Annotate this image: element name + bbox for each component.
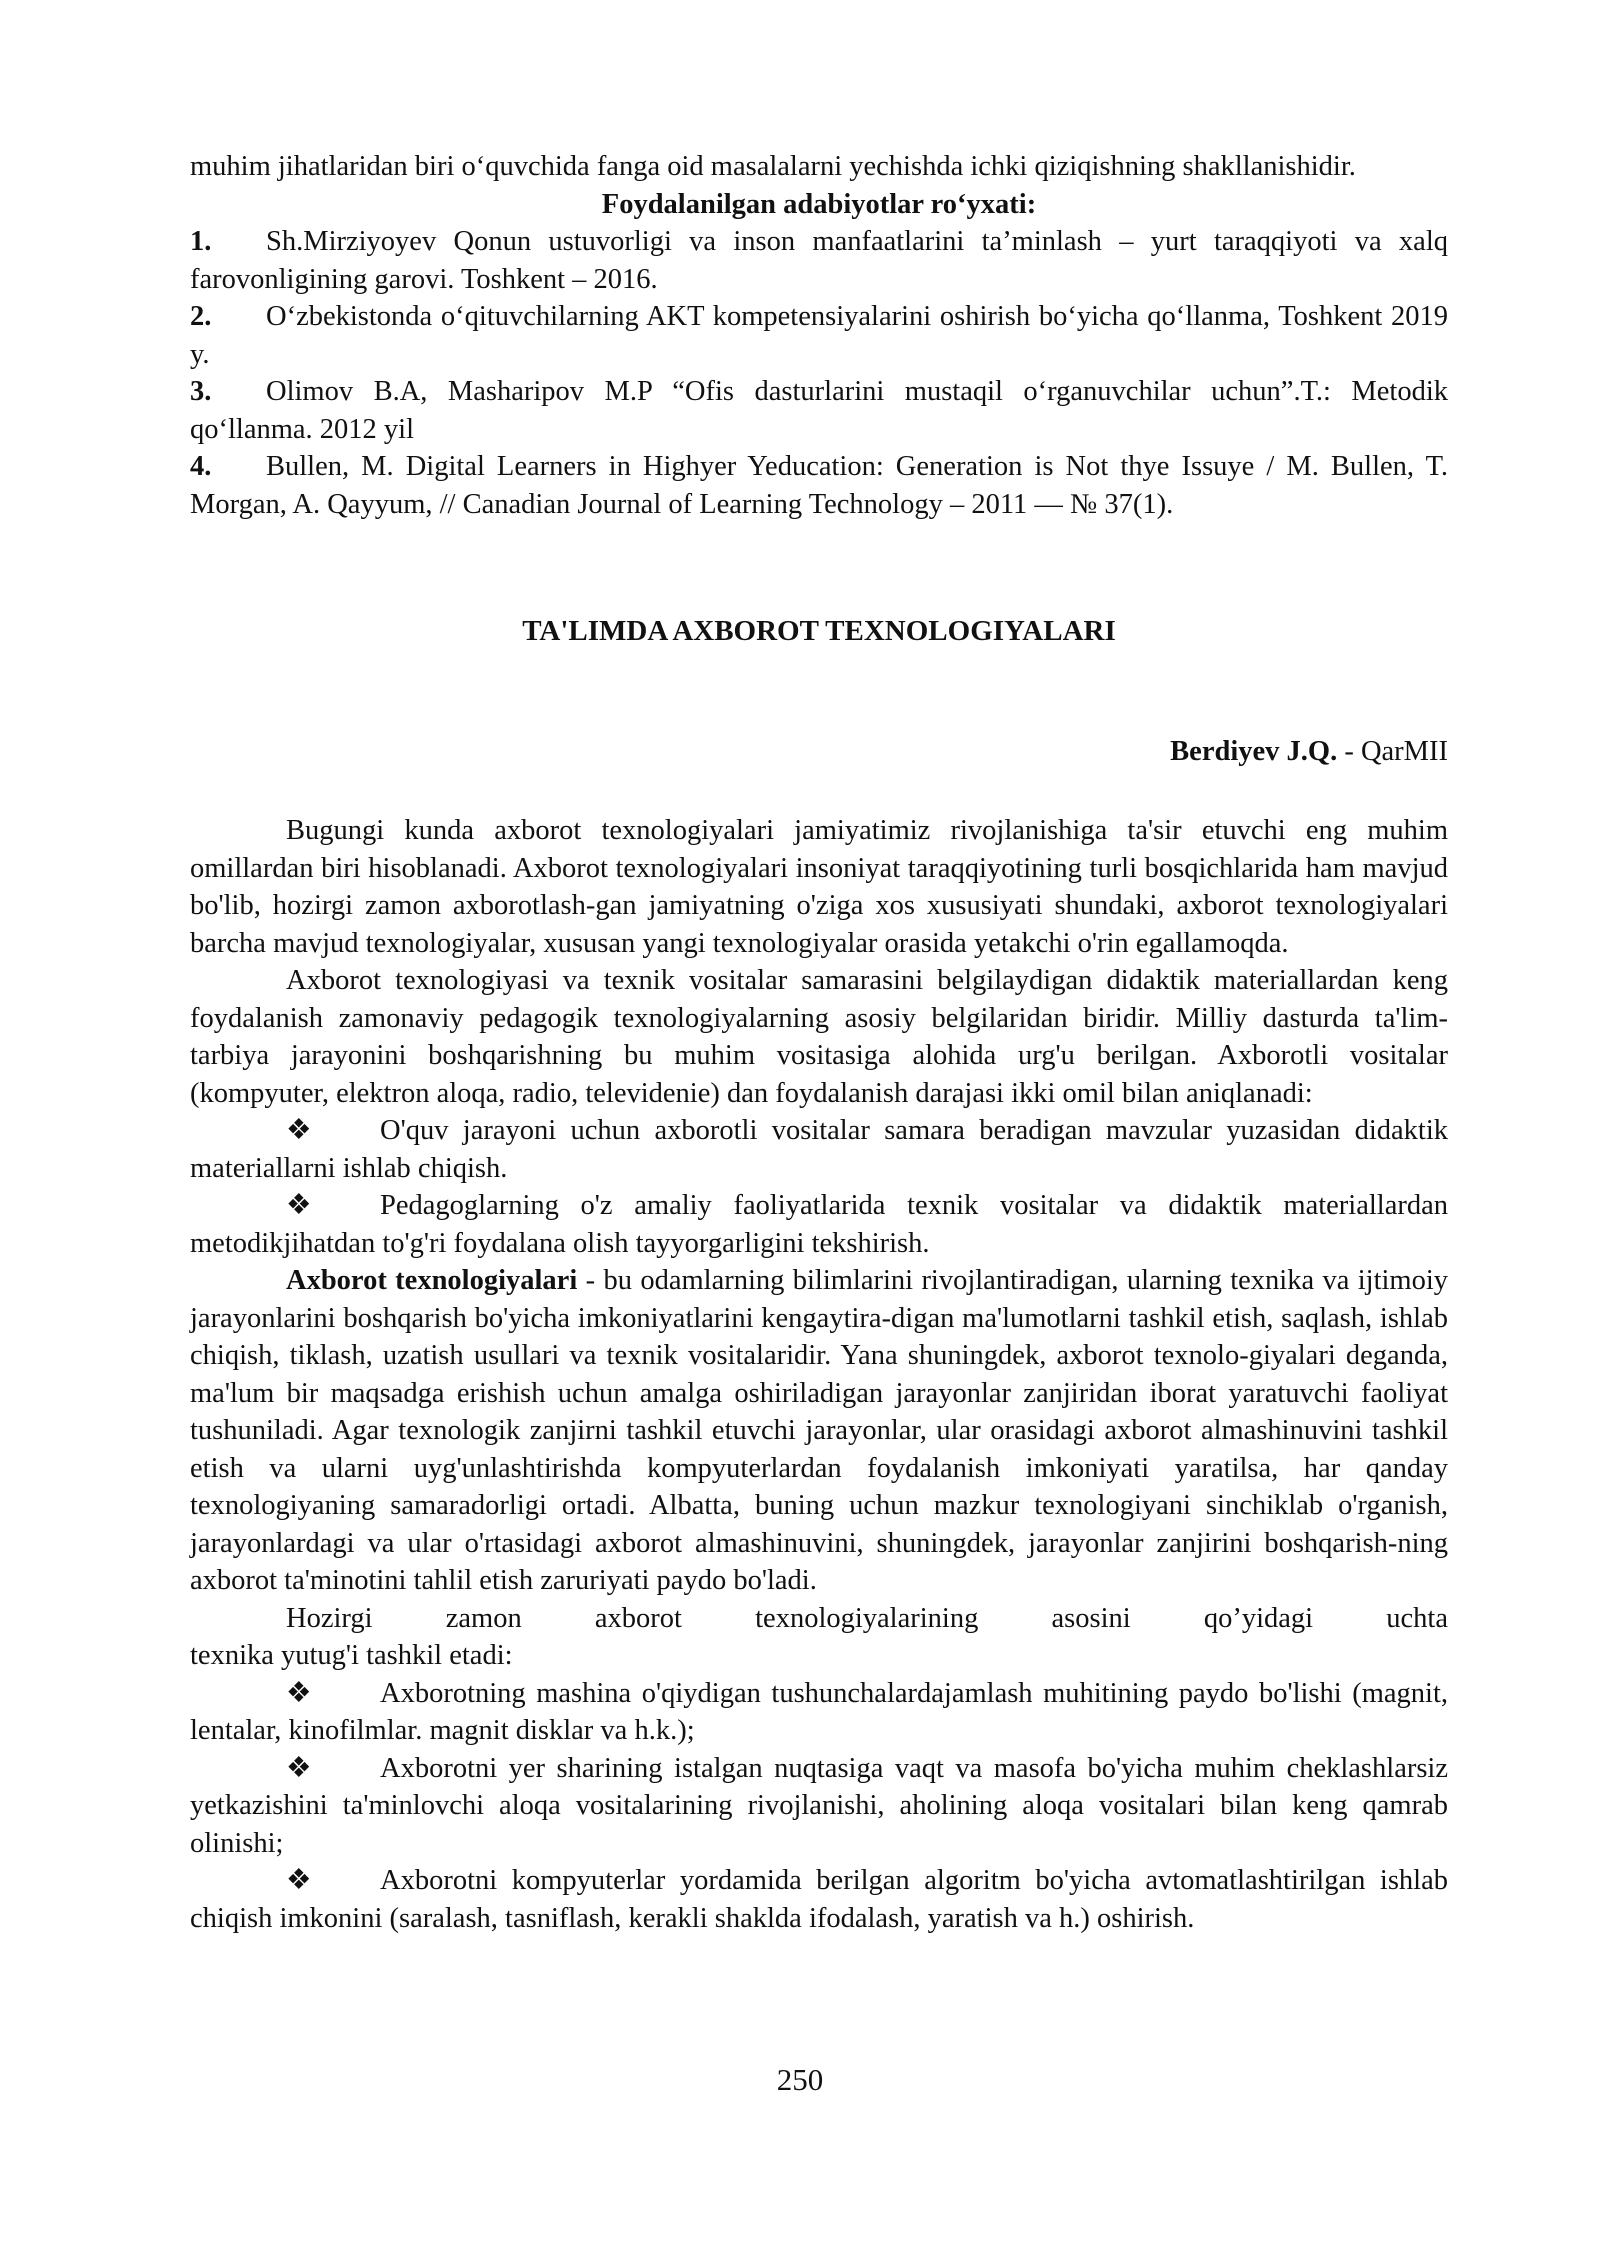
paragraph-2: Axborot texnologiyasi va texnik vositalar samarasini belgilaydigan didaktik materiallardan keng foydalanish zamonaviy pedagogik texnologiyalarning asosiy belgilaridan biridir. Milliy dasturda ta'lim-tarbiya jarayonini boshqarishning bu muhim vositasiga alohida urg'u berilgan. Axborotli vositalar (kompyuter, elektron aloqa, radio, televidenie) dan foydalanish darajasi ikki omil bilan aniqlanadi: (190, 965, 1448, 1109)
article-author (190, 733, 1448, 771)
bullet-text: Axborotning mashina o'qiydigan tushunchalardajamlash muhitining paydo bo'lishi (magnit, lentalar, kinofilmlar. magnit disklar va h.k.); (190, 1677, 1448, 1746)
author-organization: QarMII (1360, 735, 1448, 767)
bullet-item (190, 1675, 1448, 1750)
paragraph-1: Bugungi kunda axborot texnologiyalari jamiyatimiz rivojlanishiga ta'sir etuvchi eng muhim omillardan biri hisoblanadi. Axborot texnologiyalari insoniyat taraqqiyotining turli bosqichlarida ham mavjud bo'lib, hozirgi zamon axborotlash-gan jamiyatning o'ziga xos xususiyati shundaki, axborot texnologiyalari barcha mavjud texnologiyalar, xususan yangi texnologiyalar orasida yetakchi o'rin egallamoqda. (190, 815, 1448, 959)
diamond-bullet-icon: ❖ (286, 1115, 312, 1146)
intro-paragraph: muhim jihatlaridan biri o‘quvchida fanga oid masalalarni yechishda ichki qiziqishning shakllanishidir. (190, 151, 1356, 182)
diamond-bullet-icon: ❖ (286, 1677, 312, 1709)
reference-item-1 (190, 223, 1448, 298)
reference-number: 2. (190, 301, 212, 332)
bullet-item (190, 1862, 1448, 1937)
paragraph-3 (190, 1262, 1448, 1600)
diamond-bullet-icon: ❖ (286, 1865, 312, 1896)
reference-item-4 (190, 448, 1448, 523)
bullet-text: Axborotni kompyuterlar yordamida berilgan algoritm bo'yicha avtomatlashtirilgan ishlab chiqish imkonini (saralash, tasniflash, kerakli shaklda ifodalash, yaratish va h.) oshirish. (190, 1865, 1448, 1934)
diamond-bullet-icon: ❖ (286, 1752, 312, 1784)
paragraph-4-line-1: Hozirgi zamon axborot texnologiyalarining asosini qo’yidagi uchta (286, 1602, 1448, 1634)
bullet-item (190, 1112, 1448, 1187)
reference-item-3 (190, 373, 1448, 448)
diamond-bullet-icon: ❖ (286, 1190, 312, 1221)
author-separator: - (1337, 735, 1361, 767)
references-heading: Foydalanilgan adabiyotlar ro‘yxati: (601, 188, 1037, 220)
author-name: Berdiyev J.Q. (1170, 735, 1338, 767)
reference-item-2 (190, 298, 1448, 373)
reference-text: Sh.Mirziyoyev Qonun ustuvorligi va inson manfaatlarini ta’minlash – yurt taraqqiyoti va xalq farovonligining garovi. Toshkent – 2016. (190, 226, 1448, 295)
reference-number: 1. (190, 226, 212, 257)
bullet-item (190, 1750, 1448, 1863)
bullet-text: Axborotni yer sharining istalgan nuqtasiga vaqt va masofa bo'yicha muhim cheklashlarsiz yetkazishini ta'minlovchi aloqa vositalarining rivojlanishi, aholining aloqa vositalari bilan keng qamrab olinishi; (190, 1752, 1448, 1859)
reference-number: 4. (190, 451, 212, 482)
paragraph-3-text: - bu odamlarning bilimlarini rivojlantiradigan, ularning texnika va ijtimoiy jarayonlarini boshqarish bo'yicha imkoniyatlarini kengaytira-digan ma'lumotlarni tashkil etish, saqlash, ishlab chiqish, tiklash, uzatish usullari va texnik vositalaridir. Yana shuningdek, axborot texnolo-giyalari deganda, ma'lum bir maqsadga erishish uchun amalga oshiriladigan jarayonlar zanjiridan iborat yaratuvchi faoliyat tushuniladi. Agar texnologik zanjirni tashkil etuvchi jarayonlar, ular orasidagi axborot almashinuvini tashkil etish va ularni uyg'unlashtirishda kompyuterlardan foydalanish imkoniyati yaratilsa, har qanday texnologiyaning samaradorligi ortadi. Albatta, buning uchun mazkur texnologiyani sinchiklab o'rganish, jarayonlardagi va ular o'rtasidagi axborot almashinuvini, shuningdek, jarayonlar zanjirini boshqarish-ning axborot ta'minotini tahlil etish zaruriyati paydo bo'ladi. (190, 1265, 1448, 1596)
paragraph-3-bold-term: Axborot texnologiyalari (286, 1265, 578, 1296)
reference-text: O‘zbekistonda o‘qituvchilarning AKT kompetensiyalarini oshirish bo‘yicha qo‘llanma, Toshkent 2019 y. (190, 301, 1448, 370)
paragraph-4-line-2: texnika yutug'i tashkil etadi: (190, 1640, 513, 1671)
bullet-item (190, 1187, 1448, 1262)
bullet-text: O'quv jarayoni uchun axborotli vositalar samara beradigan mavzular yuzasidan didaktik materiallarni ishlab chiqish. (190, 1115, 1448, 1184)
page-number: 250 (776, 2062, 824, 2097)
bullet-text: Pedagoglarning o'z amaliy faoliyatlarida texnik vositalar va didaktik materiallardan metodikjihatdan to'g'ri foydalana olish tayyorgarligini tekshirish. (190, 1190, 1448, 1259)
reference-text: Bullen, M. Digital Learners in Highyer Yeducation: Generation is Not thye Issuye / M. Bullen, T. Morgan, A. Qayyum, // Canadian Journal of Learning Technology – 2011 — № 37(1). (190, 451, 1448, 520)
reference-text: Olimov B.A, Masharipov M.P “Ofis dasturlarini mustaqil o‘rganuvchilar uchun”.T.: Metodik qo‘llanma. 2012 yil (190, 376, 1448, 445)
reference-number: 3. (190, 376, 212, 407)
document-page (190, 148, 1448, 1937)
article-title: TA'LIMDA AXBOROT TEXNOLOGIYALARI (522, 615, 1116, 647)
